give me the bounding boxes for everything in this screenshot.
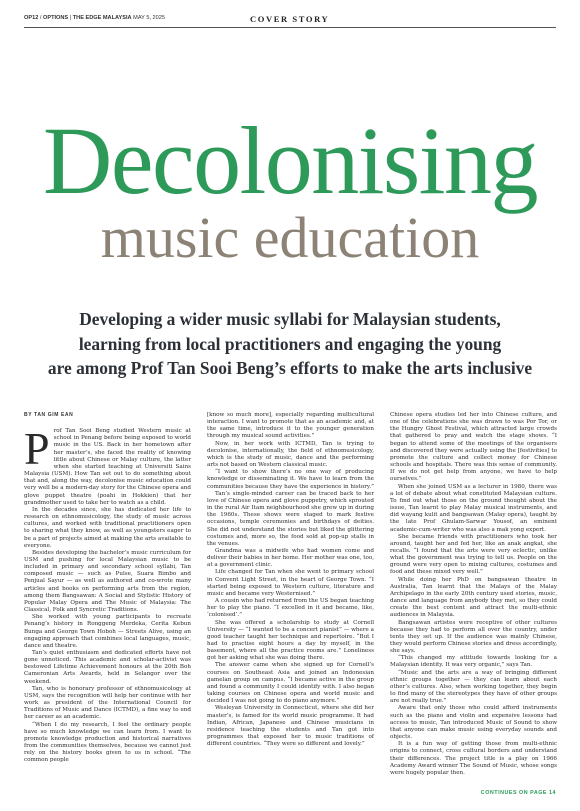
paragraph: Tan’s quiet enthusiasm and dedicated efforts have not gone unnoticed. This academic and scholar-activist was bestowed Lifetime Achievement honours at the 20th Boh Cameronian Arts Awards, held in Selangor over the weekend. xyxy=(24,650,191,685)
paragraph: The answer came when she signed up for Cornell’s courses on Southeast Asia and joined an Indonesian gamelan group on campus. “I became active in the group and found a community I could identify with. I also began taking courses on Chinese opera and world music and decided I was not going to do piano anymore.” xyxy=(207,662,374,705)
standfirst-line-1: Developing a wider music syllabi for Malaysian students, xyxy=(79,309,501,329)
paragraph: Prof Tan Sooi Beng studied Western music at school in Penang before being exposed to world music in the US. Back in her hometown after her master’s, she faced the reality of knowing little about Chinese or Malay culture, the latter when she started teaching at Universiti Sains Malaysia (USM). How Tan set out to do something about that and, along the way, decolonise music education could very well be a modern-day story for the Chinese opera and glove puppet theatre (poahi in Hokkien) that her grandmother used to take her to watch as a child. xyxy=(24,423,191,506)
drop-cap: P xyxy=(24,423,50,475)
publication-name: THE EDGE MALAYSIA xyxy=(72,15,132,21)
header-divider xyxy=(24,27,556,28)
paragraph: She worked with young participants to recreate Penang’s history in Ronggeng Merdeka, Cerita Kebun Bunga and George Town Hoboh — Streets Alive, using an engaging approach that combines local languages, music, dance and theatre. xyxy=(24,614,191,649)
paragraph: “This changed my attitude towards looking for a Malaysian identity. It was very organic,” says Tan. xyxy=(390,655,557,669)
paragraph: She was offered a scholarship to study at Cornell University — “I wanted to be a concert pianist” — where a good teacher taught her technique and repertoire. “But I had to practise eight hours a day by myself, in the basement, where all the practice rooms are.” Loneliness got her asking what she was doing there. xyxy=(207,619,374,662)
paragraph: It is a fun way of getting those from multi-ethnic origins to connect, cross cultural borders and understand their differences. The project title is a play on 1966 Academy Award winner The Sound of Music, whose songs were hugely popular then. xyxy=(390,741,557,776)
section-name: OPTIONS xyxy=(42,15,69,21)
paragraph: Tan, who is honorary professor of ethnomusicology at USM, says the recognition will help her continue with her work as president of the International Council for Traditions of Music and Dance (ICTMD), a fine way to end her career as an academic. xyxy=(24,685,191,721)
standfirst-line-3: are among Prof Tan Sooi Beng’s efforts to make the arts inclusive xyxy=(47,358,533,378)
paragraph: “I want to show there’s no one way of producing knowledge or disseminating it. We have to learn from the communities because they have the experience in history.” xyxy=(207,469,374,490)
column-3 xyxy=(390,412,557,777)
header-folio: OP12 / OPTIONS | THE EDGE MALAYSIA MAY 5, 2025 xyxy=(24,15,165,21)
paragraph: “Music and the arts are a way of bringing different ethnic groups together — they can learn about each other’s cultures. Also, when working together, they begin to find many of the stereotypes they have of other groups are not really true.” xyxy=(390,669,557,705)
headline-line-1: Decolonising xyxy=(43,107,537,214)
page-header xyxy=(24,13,556,25)
paragraph: “When I do my research, I feel the ordinary people have so much knowledge we can learn from. I want to promote knowledge production and historical narratives from the communities themselves, because we cannot just rely on the history books given to us in school. “The common people xyxy=(24,721,191,764)
continues-on-link[interactable]: CONTINUES ON PAGE 14 xyxy=(480,790,556,796)
paragraph: Grandma was a midwife who had women come and deliver their babies in her home. Her mother was one, too, at a government clinic. xyxy=(207,547,375,569)
paragraph: Wesleyan University in Connecticut, where she did her master’s, is famed for its world music programme. It had Indian, African, Japanese and Chinese musicians in residence teaching the students and Tan got into programmes that exposed her to music traditions of different countries. “They were so different and lovely.” xyxy=(207,705,374,748)
paragraph: Chinese opera studies led her into Chinese culture, and one of the celebrations she was drawn to was Por Tor, or the Hungry Ghost Festival, which attracted large crowds that gathered to pray and watch the stage shows. “I began to attend some of the meetings of the organisers and discovered they were actually using the [festivities] to promote the culture and collect money for Chinese schools and hospitals. There was this sense of community. If we do not get help from anyone, we have to help ourselves.” xyxy=(390,412,557,483)
byline: BY TAN GIM EAN xyxy=(24,412,74,418)
column-1 xyxy=(24,412,191,765)
paragraph: While doing her PhD on bangsawan theatre in Australia, Tan learnt that the Malays of the Malay Archipelago in the early 20th century used stories, music, dance and language from anybody they met, so they could create the best content and attract the multi-ethnic audiences in Malaysia. xyxy=(390,576,557,619)
paragraph: Tan’s single-minded career can be traced back to her love of Chinese opera and glove puppetry, which sprouted in the rural Air Itam neighbourhood she grew up in during the 1960s. These shows were staged to mark festive occasions, temple ceremonies and birthdays of deities. She did not understand the stories but liked the glittering costumes and, more so, the food sold at pop-up stalls in the venues. xyxy=(207,490,374,547)
paragraph: She became friends with practitioners who took her around, taught her and fed her, like an anak angkat, she recalls. “I found that the arts were very eclectic, unlike what the government was trying to tell us. People on the ground were very open to mixing cultures, costumes and food and these mixed very well.” xyxy=(390,533,557,576)
paragraph: [know so much more], especially regarding multicultural interaction. I want to promote that as an academic and, at the same time, introduce it to the younger generation through my musical sound activities.” xyxy=(207,412,374,440)
column-2 xyxy=(207,412,374,748)
headline-line-2: music education xyxy=(100,205,480,270)
standfirst xyxy=(30,307,550,381)
article-body xyxy=(24,412,556,792)
paragraph: Bangsawan artistes were receptive of other cultures because they had to perform all over the country, under tents they set up. If the audience was mainly Chinese, they would perform Chinese stories and dress accordingly, she says. xyxy=(390,619,557,655)
paragraph: Life changed for Tan when she went to primary school in Convent Light Street, in the heart of George Town. “I started being exposed to Western culture, literature and music and became very Westernised.” xyxy=(207,569,374,597)
paragraph: When she joined USM as a lecturer in 1980, there was a lot of debate about what constituted Malaysian culture. To find out what those on the ground thought about the issue, Tan learnt to play Malay musical instruments, and did wayang kulit and bangsawan (Malay opera), taught by the late Prof Ghulam-Sarwar Yousof, an eminent academic-cum-writer who was also a mak yong expert. xyxy=(390,483,557,533)
page-number: OP12 xyxy=(24,15,39,21)
standfirst-line-2: learning from local practitioners and engaging the young xyxy=(78,333,502,354)
category-label: COVER STORY xyxy=(250,14,330,24)
issue-date: MAY 5, 2025 xyxy=(133,15,165,21)
paragraph: Aware that only those who could afford instruments such as the piano and violin and expensive lessons had access to music, Tan introduced Music of Sound to show that anyone can make music using everyday sounds and objects. xyxy=(390,705,557,741)
paragraph: In the decades since, she has dedicated her life to research on ethnomusicology, the study of music across cultures, and worked with traditional practitioners open to sharing what they know, as well as youngsters eager to be a part of projects aimed at making the arts available to everyone. xyxy=(24,506,191,549)
paragraph: Besides developing the bachelor’s music curriculum for USM and pushing for local Malaysian music to be included in primary and secondary school syllabi, Tan composed music — such as Pulse, Suara Bimbo and Penjual Sayur — as well as authored and co-wrote many articles and books on performing arts from the region, among them Bangsawan: A Social and Stylistic History of Popular Malay Opera and The Music of Malaysia: The Classical, Folk and Syncretic Traditions. xyxy=(24,549,191,614)
paragraph: Now, in her work with ICTMD, Tan is trying to decolonise, internationally, the field of ethnomusicology, which is the study of music, dance and the performing arts not based on Western classical music. xyxy=(207,440,374,469)
paragraph: A cousin who had returned from the US began teaching her to play the piano. “I excelled in it and became, like, ‘colonised’.” xyxy=(207,598,374,619)
